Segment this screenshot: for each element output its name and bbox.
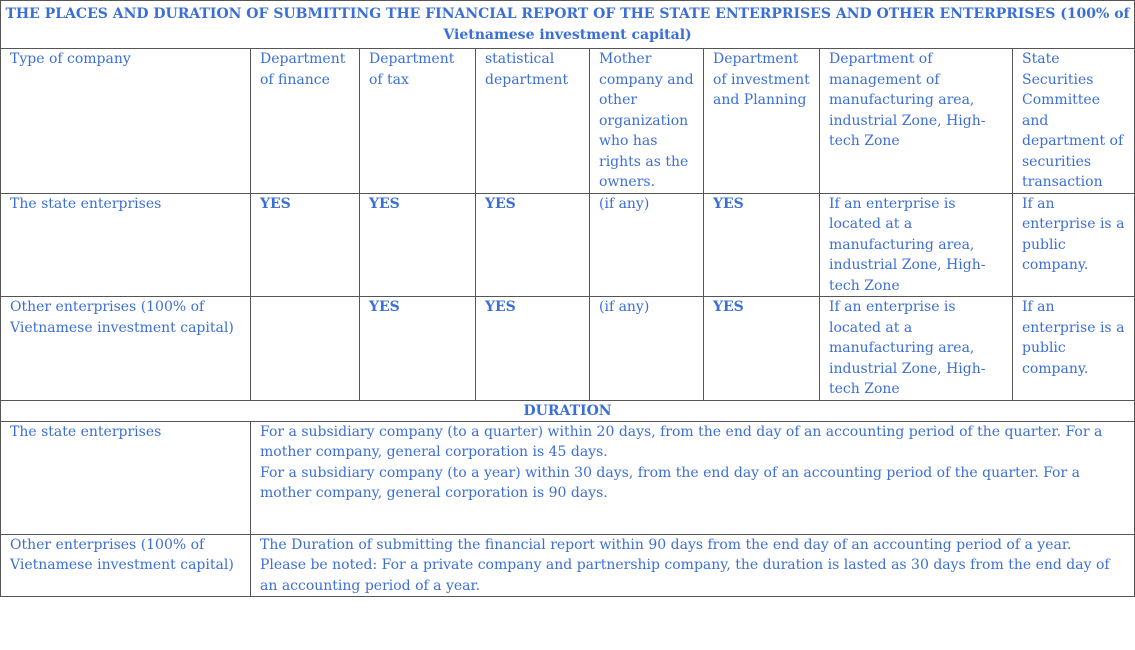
statistical-cell: YES (476, 297, 590, 401)
duration-row (1, 534, 1135, 597)
column-header: Type of company (1, 49, 251, 194)
table-title: THE PLACES AND DURATION OF SUBMITTING THE FINANCIAL REPORT OF THE STATE ENTERPRISES AND OTHER ENTERPRISES (100% of Vietnamese investment capital) (1, 1, 1135, 49)
tax-cell: YES (360, 193, 476, 297)
company-type-cell: Other enterprises (100% of Vietnamese investment capital) (1, 297, 251, 401)
column-header: State Securities Committee and department of securities transaction (1013, 49, 1135, 194)
mother-company-cell: (if any) (590, 297, 704, 401)
finance-cell: YES (251, 193, 360, 297)
column-header: Department of investment and Planning (704, 49, 820, 194)
duration-text: The Duration of submitting the financial report within 90 days from the end day of an accounting period of a year. (260, 536, 1072, 553)
tax-cell: YES (360, 297, 476, 401)
column-header: Department of management of manufacturing area, industrial Zone, High-tech Zone (820, 49, 1013, 194)
mother-company-cell: (if any) (590, 193, 704, 297)
investment-cell: YES (704, 297, 820, 401)
duration-text: For a subsidiary company (to a year) within 30 days, from the end day of an accounting period of the quarter. For a mother company, general corporation is 90 days. (260, 464, 1080, 501)
duration-text: For a subsidiary company (to a quarter) within 20 days, from the end day of an accounting period of the quarter. For a mother company, general corporation is 45 days. (260, 423, 1103, 460)
duration-text-cell (251, 534, 1135, 597)
investment-cell: YES (704, 193, 820, 297)
column-header: statistical department (476, 49, 590, 194)
statistical-cell: YES (476, 193, 590, 297)
duration-heading-row (1, 400, 1135, 421)
column-header: Department of finance (251, 49, 360, 194)
duration-company-type: Other enterprises (100% of Vietnamese investment capital) (1, 534, 251, 597)
duration-text: Please be noted: For a private company and partnership company, the duration is lasted as 30 days from the end day of an accounting period of a year. (260, 557, 1110, 594)
table-row (1, 297, 1135, 401)
duration-text-cell (251, 421, 1135, 534)
management-cell: If an enterprise is located at a manufacturing area, industrial Zone, High-tech Zone (820, 193, 1013, 297)
column-header: Mother company and other organization who has rights as the owners. (590, 49, 704, 194)
column-header-row (1, 49, 1135, 194)
securities-cell: If an enterprise is a public company. (1013, 297, 1135, 401)
duration-company-type: The state enterprises (1, 421, 251, 534)
duration-row (1, 421, 1135, 534)
company-type-cell: The state enterprises (1, 193, 251, 297)
column-header: Department of tax (360, 49, 476, 194)
securities-cell: If an enterprise is a public company. (1013, 193, 1135, 297)
management-cell: If an enterprise is located at a manufacturing area, industrial Zone, High-tech Zone (820, 297, 1013, 401)
duration-heading: DURATION (1, 400, 1135, 421)
finance-cell (251, 297, 360, 401)
table-row (1, 193, 1135, 297)
